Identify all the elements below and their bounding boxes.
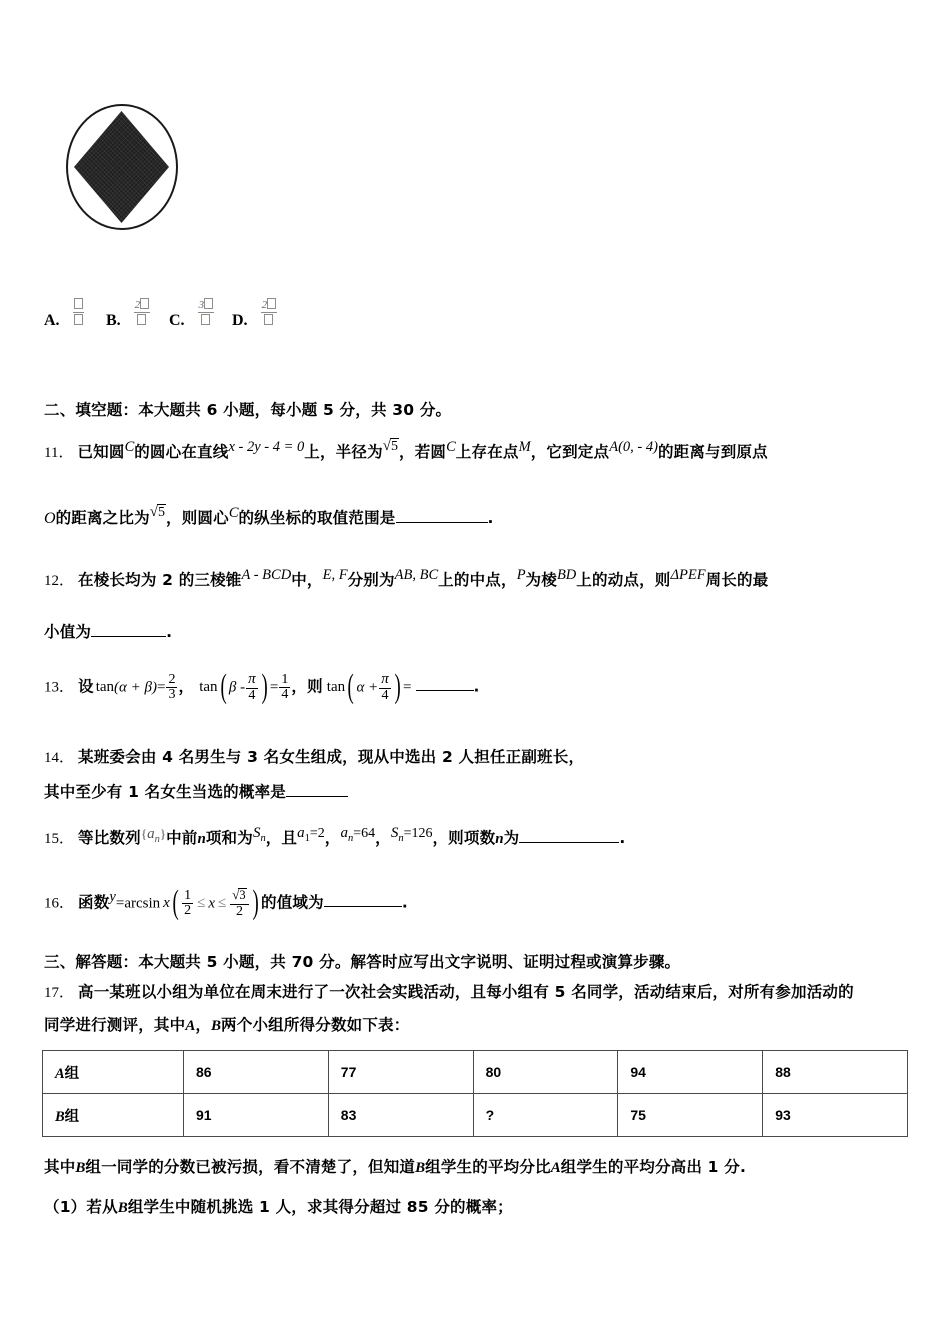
choice-c-label: C. bbox=[169, 311, 185, 329]
section-two-heading: 二、填空题：本大题共 6 小题，每小题 5 分，共 30 分。 bbox=[44, 401, 452, 419]
q13-eq2: = bbox=[269, 679, 279, 696]
q16-lb-den: 2 bbox=[184, 903, 192, 919]
missing-glyph-icon bbox=[201, 314, 210, 325]
cell-a-3: 80 bbox=[473, 1051, 618, 1094]
q11-text-f: ，它到定点 bbox=[530, 443, 610, 461]
q11-radius-value: 5 bbox=[391, 439, 399, 454]
q17-sub1-a: （1）若从 bbox=[44, 1198, 118, 1216]
q11-period: . bbox=[487, 509, 494, 527]
question-14-line-2 bbox=[44, 780, 348, 802]
q11-number: 11． bbox=[44, 445, 74, 461]
q12-tetrahedron: A - BCD bbox=[241, 567, 292, 583]
question-13 bbox=[44, 668, 480, 706]
q15-Sn-value: =126 bbox=[403, 826, 433, 841]
q17-number: 17． bbox=[44, 985, 75, 1001]
q15-sn-term bbox=[391, 825, 433, 844]
q13-period: . bbox=[473, 677, 480, 696]
q13-tan3-arg: α + bbox=[356, 679, 379, 696]
q13-tan1-arg: (α + β) bbox=[114, 679, 158, 696]
q11-ratio-value: 5 bbox=[158, 505, 165, 520]
q17-note-a: 其中 bbox=[44, 1158, 76, 1176]
q11-circle-c1: C bbox=[124, 439, 135, 455]
q12-text-c: 分别为 bbox=[347, 571, 395, 589]
missing-glyph-icon bbox=[264, 314, 273, 325]
q13-answer-blank[interactable] bbox=[416, 679, 474, 691]
q11-ratio-sqrt: √5 bbox=[149, 504, 165, 520]
q16-lb-num: 1 bbox=[184, 887, 192, 903]
choice-a-label: A. bbox=[44, 311, 60, 329]
q12-text-l2a: 小值为 bbox=[44, 623, 92, 641]
missing-glyph-icon bbox=[137, 314, 146, 325]
choice-c[interactable] bbox=[169, 298, 214, 330]
q16-ub-den: 2 bbox=[235, 903, 243, 919]
q15-a1: a bbox=[297, 825, 305, 841]
right-paren-icon: ) bbox=[252, 884, 259, 922]
q16-text-b: 的值域为 bbox=[261, 893, 324, 912]
missing-glyph-icon bbox=[74, 298, 83, 309]
q12-text-d: 上的中点， bbox=[438, 571, 517, 589]
q13-eq1: = bbox=[157, 679, 166, 696]
q17-sub1-group-b: B bbox=[117, 1200, 128, 1216]
q15-a1-value: =2 bbox=[309, 826, 325, 841]
q15-n-2: n bbox=[495, 831, 504, 847]
q12-text-b: 中， bbox=[291, 571, 323, 589]
q13-tan3-num: π bbox=[381, 671, 389, 687]
q14-text-l1: 某班委会由 4 名男生与 3 名女生组成，现从中选出 2 人担任正副班长， bbox=[78, 748, 585, 766]
q16-le-2: ≤ bbox=[218, 895, 227, 912]
q16-ub-num-wrap bbox=[230, 888, 248, 905]
question-17-line-2 bbox=[44, 1013, 409, 1035]
q12-text-f: 上的动点，则 bbox=[576, 571, 671, 589]
right-paren-icon: ) bbox=[261, 668, 268, 706]
table-row bbox=[43, 1094, 908, 1137]
q13-f1-denominator: 3 bbox=[168, 687, 176, 703]
left-paren-icon: ( bbox=[347, 668, 354, 706]
cell-b-3-unknown: ? bbox=[473, 1094, 618, 1137]
q11-text-b: 的圆心在直线 bbox=[134, 443, 229, 461]
q12-answer-blank[interactable] bbox=[91, 625, 166, 637]
q13-tan1-fn: tan bbox=[95, 679, 115, 696]
q16-le-1: ≤ bbox=[197, 895, 206, 912]
q17-note-a-ref: A bbox=[550, 1160, 561, 1176]
q13-eq3: = bbox=[403, 679, 412, 696]
q13-fraction-1 bbox=[166, 673, 177, 703]
q15-text-f: 为 bbox=[503, 829, 520, 847]
section-three-heading: 三、解答题：本大题共 5 小题，共 70 分。解答时应写出文字说明、证明过程或演算步骤。 bbox=[44, 953, 681, 971]
q15-answer-blank[interactable] bbox=[519, 831, 619, 843]
answer-choices bbox=[44, 284, 344, 330]
q11-text-l2a: 的距离之比为 bbox=[55, 509, 150, 527]
q15-n-1: n bbox=[197, 831, 206, 847]
q13-tan3-fn: tan bbox=[326, 679, 346, 696]
q13-f1-numerator: 2 bbox=[168, 671, 176, 687]
choice-c-coefficient: 3 bbox=[198, 299, 205, 311]
q16-arcsin: =arcsin bbox=[115, 895, 161, 912]
q12-text-g: 周长的最 bbox=[705, 571, 769, 589]
q12-edge-bd: BD bbox=[556, 567, 577, 583]
q11-point-a: A(0, - 4) bbox=[609, 439, 658, 455]
choice-d-fraction bbox=[261, 298, 278, 328]
q13-f2-numerator: 1 bbox=[281, 671, 289, 687]
q17-note-d: 组学生的平均分高出 1 分. bbox=[560, 1158, 747, 1176]
choice-b-fraction bbox=[134, 298, 151, 328]
q12-edges-ab-bc: AB, BC bbox=[394, 567, 439, 583]
cell-a-1: 86 bbox=[184, 1051, 329, 1094]
q13-tan3-den: 4 bbox=[381, 687, 389, 703]
missing-glyph-icon bbox=[204, 298, 213, 309]
q11-text-l2b: ，则圆心 bbox=[166, 509, 229, 527]
q15-sequence bbox=[141, 826, 166, 845]
q12-number: 12． bbox=[44, 573, 75, 589]
missing-glyph-icon bbox=[140, 298, 149, 309]
q17-text-l2c: 两个小组所得分数如下表： bbox=[221, 1016, 410, 1034]
q15-number: 15． bbox=[44, 831, 75, 847]
q17-sub1-b: 组学生中随机挑选 1 人，求其得分超过 85 分的概率； bbox=[127, 1198, 513, 1216]
q11-radius-sqrt: √5 bbox=[382, 438, 399, 454]
question-11-line-1 bbox=[44, 437, 768, 462]
q16-period: . bbox=[401, 893, 408, 912]
q15-text-c: 项和为 bbox=[205, 829, 253, 847]
question-12-line-1 bbox=[44, 567, 768, 590]
choice-b-coefficient: 2 bbox=[134, 299, 141, 311]
q17-text-l1: 高一某班以小组为单位在周末进行了一次社会实践活动，且每小组有 5 名同学，活动结束后，对所有参加活动的 bbox=[78, 983, 854, 1001]
choice-b-label: B. bbox=[106, 311, 121, 329]
q15-seq-open: { bbox=[140, 826, 148, 841]
q15-S-sub: n bbox=[260, 833, 266, 844]
q12-text-e: 为棱 bbox=[525, 571, 557, 589]
q11-text-a: 已知圆 bbox=[77, 443, 125, 461]
q11-text-g: 的距离与到原点 bbox=[657, 443, 768, 461]
q13-tan2-fn: tan bbox=[199, 679, 218, 696]
q13-tan2-den: 4 bbox=[248, 687, 256, 703]
q13-comma2: ，则 bbox=[291, 677, 323, 696]
question-16 bbox=[44, 884, 408, 922]
geometry-figure bbox=[58, 92, 183, 242]
q15-text-a: 等比数列 bbox=[78, 829, 141, 847]
q15-Sn: S bbox=[390, 825, 399, 841]
q11-point-m: M bbox=[518, 439, 531, 455]
q15-S: S bbox=[252, 825, 261, 841]
cell-a-2: 77 bbox=[328, 1051, 473, 1094]
group-a-suffix: 组 bbox=[64, 1065, 80, 1082]
q17-note-b1: B bbox=[75, 1160, 86, 1176]
q15-sum-sn bbox=[253, 825, 266, 844]
q16-ub-num: 3 bbox=[239, 888, 246, 902]
q15-Sn-sub: n bbox=[398, 833, 404, 844]
question-14-line-1 bbox=[44, 745, 584, 767]
q15-a1-term bbox=[297, 825, 325, 844]
group-b-letter: B bbox=[55, 1108, 65, 1125]
q16-x-mid: x bbox=[208, 895, 216, 912]
q17-note-b2: B bbox=[415, 1160, 426, 1176]
q14-answer-blank[interactable] bbox=[286, 785, 348, 797]
q15-comma2: ， bbox=[375, 829, 391, 847]
right-paren-icon: ) bbox=[394, 668, 401, 706]
q15-seq-close: } bbox=[159, 826, 167, 841]
left-paren-icon: ( bbox=[220, 668, 227, 706]
choice-d-coefficient: 2 bbox=[261, 299, 268, 311]
q13-number: 13． bbox=[44, 679, 75, 696]
q12-text-a: 在棱长均为 2 的三棱锥 bbox=[78, 571, 242, 589]
table-row bbox=[43, 1051, 908, 1094]
q11-line-equation: x - 2y - 4 = 0 bbox=[228, 439, 305, 455]
q17-group-b-ref: B bbox=[211, 1018, 222, 1034]
q14-text-l2: 其中至少有 1 名女生当选的概率是 bbox=[44, 783, 286, 801]
q16-lower-bound-fraction bbox=[182, 889, 193, 919]
q16-number: 16． bbox=[44, 895, 75, 912]
group-b-suffix: 组 bbox=[64, 1108, 80, 1125]
question-12-line-2 bbox=[44, 620, 172, 642]
q11-answer-blank[interactable] bbox=[396, 511, 488, 523]
q17-note-b: 组一同学的分数已被污损，看不清楚了，但知道 bbox=[85, 1158, 416, 1176]
q11-center-c: C bbox=[228, 505, 239, 521]
group-a-letter: A bbox=[55, 1065, 65, 1082]
left-paren-icon: ( bbox=[172, 884, 179, 922]
q11-text-d: ，若圆 bbox=[399, 443, 447, 461]
q14-number: 14． bbox=[44, 750, 75, 766]
row-header-group-a bbox=[43, 1051, 184, 1094]
q15-text-b: 中前 bbox=[166, 829, 198, 847]
q16-upper-bound-fraction bbox=[230, 888, 248, 919]
q15-a1-sub: 1 bbox=[304, 833, 310, 844]
q12-point-p: P bbox=[516, 567, 526, 583]
q17-group-a-ref: A bbox=[185, 1018, 196, 1034]
missing-glyph-icon bbox=[267, 298, 276, 309]
q11-text-l2c: 的纵坐标的取值范围是 bbox=[238, 509, 396, 527]
q13-tan2-num: π bbox=[248, 671, 256, 687]
row-header-group-b bbox=[43, 1094, 184, 1137]
choice-d[interactable] bbox=[232, 298, 277, 330]
choice-a-fraction bbox=[73, 298, 84, 328]
cell-b-2: 83 bbox=[328, 1094, 473, 1137]
q17-text-l2a: 同学进行测评，其中 bbox=[44, 1016, 186, 1034]
q17-comma: ， bbox=[195, 1016, 212, 1034]
q15-an: a bbox=[340, 825, 348, 841]
choice-b[interactable] bbox=[106, 298, 150, 330]
q13-fraction-2 bbox=[279, 673, 290, 703]
q16-answer-blank[interactable] bbox=[324, 895, 402, 907]
q17-note-c: 组学生的平均分比 bbox=[425, 1158, 551, 1176]
q15-period: . bbox=[619, 829, 626, 847]
q16-x: x bbox=[163, 895, 170, 912]
q16-text-a: 函数 bbox=[78, 893, 110, 912]
question-17-line-1 bbox=[44, 980, 854, 1002]
q15-seq-a: a bbox=[147, 826, 155, 842]
q13-tan2-fraction bbox=[246, 672, 258, 703]
q15-text-d: ，且 bbox=[265, 829, 298, 847]
question-15 bbox=[44, 825, 625, 848]
scores-table bbox=[42, 1050, 908, 1137]
question-11-line-2 bbox=[44, 503, 494, 528]
q13-text-a: 设 bbox=[78, 677, 94, 696]
choice-c-fraction bbox=[198, 298, 215, 328]
q13-comma1: ， bbox=[178, 677, 195, 696]
q11-origin-o: O bbox=[44, 510, 56, 527]
cell-a-5: 88 bbox=[763, 1051, 908, 1094]
question-17-sub-1 bbox=[44, 1195, 513, 1217]
q16-y: y bbox=[109, 889, 116, 906]
q16-ub-sqrt: √3 bbox=[232, 887, 246, 902]
cell-b-4: 75 bbox=[618, 1094, 763, 1137]
q13-tan2-arg: β - bbox=[228, 679, 246, 696]
q13-f2-denominator: 4 bbox=[281, 687, 289, 703]
q15-seq-n: n bbox=[154, 834, 160, 845]
q11-circle-c2: C bbox=[446, 439, 456, 455]
q12-triangle-pef: ΔPEF bbox=[670, 567, 706, 583]
q12-period: . bbox=[166, 623, 173, 641]
question-17-note bbox=[44, 1155, 746, 1177]
cell-b-1: 91 bbox=[184, 1094, 329, 1137]
q13-tan3-fraction bbox=[379, 672, 391, 703]
q15-text-e: ，则项数 bbox=[432, 829, 496, 847]
q11-text-c: 上，半径为 bbox=[304, 443, 383, 461]
cell-b-5: 93 bbox=[763, 1094, 908, 1137]
q15-an-value: =64 bbox=[353, 826, 376, 841]
q11-text-e: 上存在点 bbox=[455, 443, 519, 461]
q15-comma1: ， bbox=[324, 829, 341, 847]
choice-d-label: D. bbox=[232, 311, 248, 329]
q15-an-term bbox=[340, 825, 375, 844]
choice-a[interactable] bbox=[44, 298, 84, 330]
cell-a-4: 94 bbox=[618, 1051, 763, 1094]
missing-glyph-icon bbox=[74, 314, 83, 325]
q15-an-sub: n bbox=[347, 833, 354, 844]
q12-points-ef: E, F bbox=[322, 567, 348, 583]
